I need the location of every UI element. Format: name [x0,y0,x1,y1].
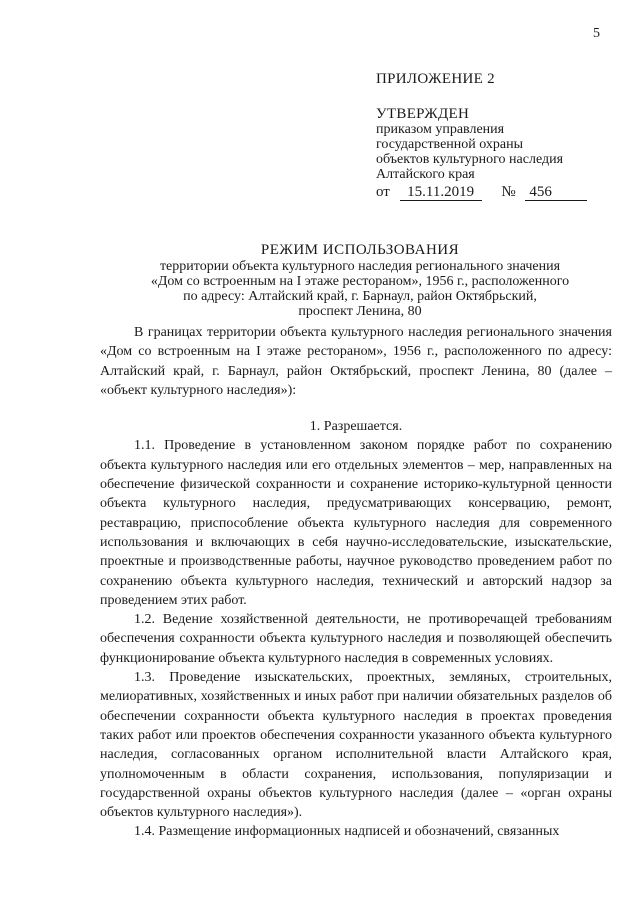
number-label: № [501,184,516,200]
approval-line: приказом управления [376,122,505,137]
clause-1-2: 1.2. Ведение хозяйственной деятельности, не противоречащей требованиям обеспечения сохранности объекта культурного наследия и позволяющей обеспечить функционирование объекта культурного наследия в современных условиях. [100,612,612,666]
approval-line: объектов культурного наследия [376,152,564,167]
page-number: 5 [593,26,600,41]
title-line: по адресу: Алтайский край, г. Барнаул, район Октябрьский, [183,289,537,304]
title-line: «Дом со встроенным на I этаже рестораном», 1956 г., расположенного [150,274,570,289]
clause-1-1: 1.1. Проведение в установленном законом порядке работ по сохранению объекта культурного наследия или его отдельных элементов – мер, направленных на обеспечение физической сохранности и сохранение историко-культурной ценности объекта культурного наследия, предусматривающих консервацию, ремонт, реставрацию, приспособление объекта культурного наследия для современного использования и включающих в себя научно-исследовательские, изыскательские, проектные и производственные работы, научное руководство проведением работ по сохранению объекта культурного наследия, технический и авторский надзор за проведением этих работ. [100,438,612,608]
clause-1-3: 1.3. Проведение изыскательских, проектных, земляных, строительных, мелиоративных, хозяйственных и иных работ при наличии обязательных разделов об обеспечении сохранности объекта культурного наследия в проектах проведения таких работ или проектов обеспечения сохранности указанного объекта культурного наследия, согласованных органом исполнительной власти Алтайского края, уполномоченным в области сохранения, использования, популяризации и государственной охраны объектов культурного наследия (далее – «орган охраны объектов культурного наследия»). [100,670,612,821]
section-heading: 1. Разрешается. [309,419,403,435]
clause-1-4: 1.4. Размещение информационных надписей и обозначений, связанных [134,824,560,840]
intro-paragraph: В границах территории объекта культурного наследия регионального значения «Дом со встроенным на I этаже рестораном», 1956 г., расположенного по адресу: Алтайский край, г. Барнаул, район Октябрьский, проспект Ленина, 80 (далее – «объект культурного наследия»): [100,325,612,398]
order-date: 15.11.2019 [400,184,482,201]
from-label: от [376,184,390,200]
document-title [100,243,620,319]
title-main: РЕЖИМ ИСПОЛЬЗОВАНИЯ [260,242,460,258]
approval-block [376,72,616,201]
order-number: 456 [525,184,587,201]
approval-line: Алтайского края [376,167,475,182]
appendix-heading: ПРИЛОЖЕНИЕ 2 [376,71,495,87]
document-body [100,323,612,842]
approved-heading: УТВЕРЖДЕН [376,106,470,122]
order-date-number [376,184,616,201]
title-line: территории объекта культурного наследия регионального значения [159,259,561,274]
approval-line: государственной охраны [376,137,524,152]
title-line: проспект Ленина, 80 [298,304,422,319]
